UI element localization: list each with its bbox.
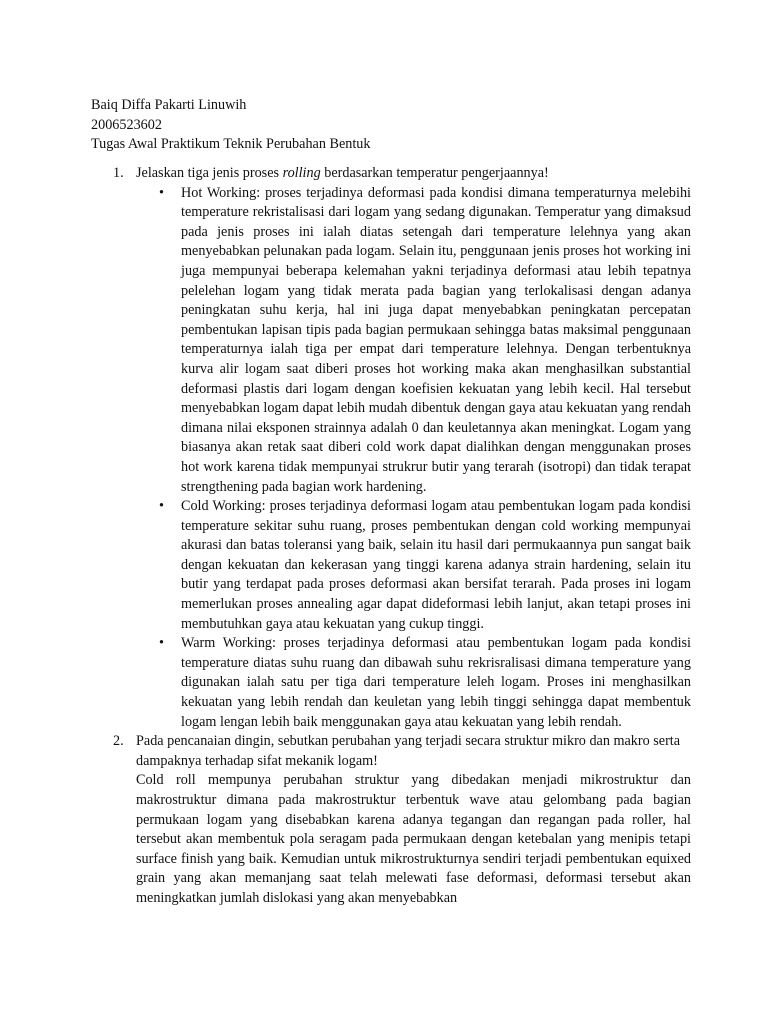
question-number: 2.: [113, 733, 124, 750]
question-2: [91, 732, 691, 908]
question-prompt: Pada pencanaian dingin, sebutkan perubahan yang terjadi secara struktur mikro dan makro serta dampaknya terhadap sifat mekanik logam!: [136, 733, 681, 769]
question-list: [91, 164, 691, 909]
answer-bullet-list: [136, 184, 691, 733]
bullet-warm-working: [136, 634, 691, 732]
prompt-italic-term: rolling: [282, 165, 321, 181]
bullet-cold-working: [136, 497, 691, 634]
bullet-icon: •: [159, 184, 164, 201]
prompt-text-before: Jelaskan tiga jenis proses: [136, 165, 283, 181]
question-prompt: [136, 164, 691, 184]
question-1: [91, 164, 691, 732]
author-name: Baiq Diffa Pakarti Linuwih: [91, 97, 247, 113]
bullet-hot-working: [136, 184, 691, 498]
bullet-icon: •: [159, 635, 164, 652]
bullet-text: Cold Working: proses terjadinya deformasi logam atau pembentukan logam pada kondisi temperature sekitar suhu ruang, proses pembentukan dengan cold working mempunyai akurasi dan batas toleransi yang baik, selain itu hasil dari permukaannya pun sangat baik dengan kekuatan dan kekerasan yang tinggi karena adanya strain hardening, selain itu butir yang terdapat pada proses deformasi akan bersifat terarah. Pada proses ini logam memerlukan proses annealing agar dapat dideformasi lebih lanjut, akan tetapi proses ini membutuhkan gaya atau kekuatan yang cukup tinggi.: [181, 498, 691, 632]
bullet-text: Hot Working: proses terjadinya deformasi pada kondisi dimana temperaturnya melebihi temperature rekristalisasi dari logam yang sedang digunakan. Temperatur yang dimaksud pada jenis proses ini ialah diatas setengah dari temperature lelehnya yang akan menyebabkan pelunakan pada logam. Selain itu, penggunaan jenis proses hot working ini juga mempunyai beberapa kelemahan yakni terjadinya deformasi atau lebih tepatnya pelelehan logam yang tidak merata pada bagian yang terlokalisasi dengan adanya peningkatan suhu kerja, hal ini juga dapat menyebabkan peningkatan percepatan pembentukan lapisan tipis pada bagian permukaan sehingga batas maksimal penggunaan temperaturnya ialah tiga per empat dari temperature lelehnya. Dengan terbentuknya kurva alir logam saat diberi proses hot working maka akan menghasilkan substantial deformasi plastis dari logam dengan koefisien kekuatan yang lebih kecil. Hal tersebut menyebabkan logam dapat lebih mudah dibentuk dengan gaya atau kekuatan yang rendah dimana nilai eksponen strainnya adalah 0 dan keuletannya akan meningkat. Logam yang biasanya akan retak saat diberi cold work dapat dialihkan dengan menggunakan proses hot work karena tidak mempunyai strukrur butir yang terarah (isotropi) dan tidak terapat strengthening pada bagian work hardening.: [181, 184, 691, 495]
answer-paragraph: Cold roll mempunya perubahan struktur yang dibedakan menjadi mikrostruktur dan makrostruktur dimana pada makrostruktur terbentuk wave atau gelombang pada bagian permukaan logam yang disebabkan karena adanya tegangan dan regangan pada roller, hal tersebut akan membentuk pola seragam pada permukaan dengan ketebalan yang menipis tetapi surface finish yang baik. Kemudian untuk mikrostrukturnya sendiri terjadi pembentukan equixed grain yang akan memanjang saat telah melewati fase deformasi, deformasi tersebut akan meningkatkan jumlah dislokasi yang akan menyebabkan: [136, 772, 691, 906]
bullet-text: Warm Working: proses terjadinya deformasi atau pembentukan logam pada kondisi temperature diatas suhu ruang dan dibawah suhu rekrisralisasi dimana temperature yang digunakan ialah satu per tiga dari temperature leleh logam. Proses ini menghasilkan kekuatan yang lebih rendah dan keuletan yang lebih tinggi sehingga dapat membentuk logam lengan lebih baik menggunakan gaya atau kekuatan yang lebih rendah.: [181, 635, 691, 730]
bullet-icon: •: [159, 498, 164, 515]
assignment-title: Tugas Awal Praktikum Teknik Perubahan Bentuk: [91, 136, 371, 153]
prompt-text-after: berdasarkan temperatur pengerjaannya!: [320, 165, 549, 181]
student-id: 2006523602: [91, 116, 162, 133]
document-header: [91, 96, 691, 155]
question-number: 1.: [113, 165, 124, 181]
